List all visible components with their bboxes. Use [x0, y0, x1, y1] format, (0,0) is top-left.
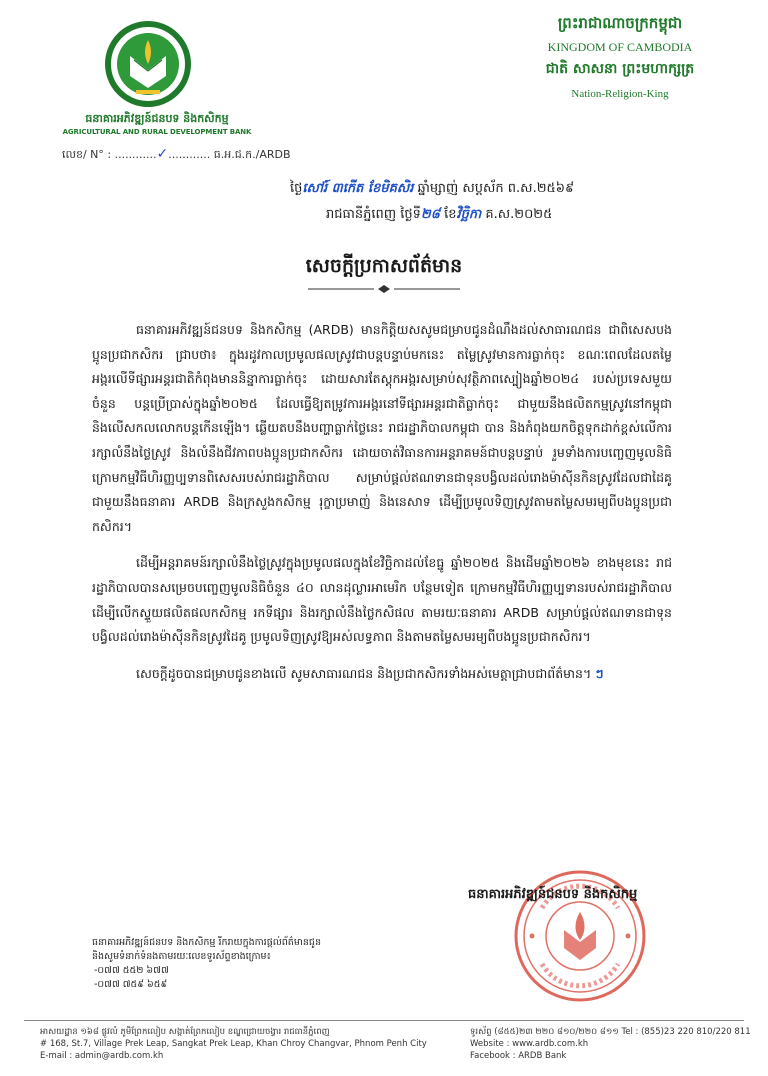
bank-name-en: AGRICULTURAL AND RURAL DEVELOPMENT BANK: [62, 128, 252, 136]
solar-date-year: គ.ស.២០២៥: [481, 207, 553, 222]
announcement-body: [92, 318, 672, 686]
paragraph-1: ធនាគារអភិវឌ្ឍន៍ជនបទ និងកសិកម្ម (ARDB) មានកិត្តិយសសូមជម្រាបជូនដំណឹងដល់សាធារណជន ជាពិសេសបងប្អូនប្រជាកសិករ ជ្រាបថា៖ ក្នុងរដូវកាលប្រមូលផលស្រូវជាបន្តបន្ទាប់មកនេះ តម្លៃស្រូវមានការធ្លាក់ចុះ ខណៈពេលដែលតម្លៃអង្ករលើទីផ្សារអន្តរជាតិកំពុងមាននិន្នាការធ្លាក់ចុះ ដោយសារតែស្តុកអង្ករសម្រាប់សុវត្ថិភាពស្បៀងឆ្នាំ២០២៤ របស់ប្រទេសមួយចំនួន បន្តប្រើប្រាស់ក្នុងឆ្នាំ២០២៥ ដែលធ្វើឱ្យតម្រូវការអង្ករនៅទីផ្សារអន្តរជាតិធ្លាក់ចុះ ជាមួយនឹងផលិតកម្មស្រូវនៅកម្ពុជា និងលើសកលលោកបន្តកើនឡើង។ ឆ្លើយតបនឹងបញ្ហាធ្លាក់ថ្លៃនេះ រាជរដ្ឋាភិបាលកម្ពុជា បាន និងកំពុងយកចិត្តទុកដាក់ខ្ពស់លើការរក្សាលំនឹងថ្លៃស្រូវ និងលំនឹងជីវភាពបងប្អូនប្រជាកសិករ ដោយចាត់វិធានការអន្តរាគមន៍ជាបន្តបន្ទាប់ រួមទាំងការបញ្ចេញមូលនិធិ ក្រោមកម្មវិធីហិរញ្ញប្បទានពិសេសរបស់រាជរដ្ឋាភិបាល សម្រាប់ផ្តល់ឥណទានជាទុនបង្វិលដល់រោងម៉ាស៊ីនកិនស្រូវដែលជាដៃគូជាមួយនឹងធនាគារ ARDB និងក្រសួងកសិកម្ម រុក្ខាប្រមាញ់ និងនេសាទ ដើម្បីប្រមូលទិញស្រូវតាមតម្លៃសមរម្យពីបងប្អូនប្រជាកសិករ។: [92, 322, 672, 534]
contact-line-1: ធនាគារអភិវឌ្ឍន៍ជនបទ និងកសិកម្ម រីករាយក្នុងការផ្តល់ព័ត៌មានជូន: [92, 937, 321, 948]
paragraph-3-text: សេចក្តីដូចបានជម្រាបជូនខាងលើ សូមសាធារណជន និងប្រជាកសិករទាំងអស់មេត្តាជ្រាបជាព័ត៌មាន។: [136, 665, 592, 681]
footer-address: [40, 1026, 427, 1062]
ref-prefix: លេខ/ N° :: [62, 148, 115, 161]
footer-website[interactable]: Website : www.ardb.com.kh: [470, 1039, 589, 1049]
signature-bank-name: ធនាគារអភិវឌ្ឍន៍ជនបទ និងកសិកម្ម: [468, 887, 638, 902]
solar-date-month: វិច្ឆិកា: [456, 207, 482, 222]
ref-dots: ............: [114, 148, 157, 161]
contact-phone-2: -០៧៧ ៧៥៩ ៦៥៩: [94, 979, 168, 990]
footer-contacts: [470, 1026, 751, 1062]
solar-date-line: [326, 206, 552, 225]
motto-en: Nation-Religion-King: [571, 88, 669, 100]
paragraph-3: [92, 662, 672, 687]
footer-telephone: ទូរស័ព្ទ (៨៥៥)២៣ ២២០ ៨១០/២២០ ៨១១ Tel : (855)23 220 810/220 811: [470, 1027, 751, 1037]
lunar-date-prefix: ថ្ងៃ: [290, 181, 303, 196]
contact-phone-1: -០៧៧ ៥៥២ ៦៧៧: [94, 965, 169, 976]
solar-date-month-label: ខែ: [439, 207, 457, 222]
footer-address-kh: អាសយដ្ឋាន ១៦៨ ផ្លូវលំ ភូមិព្រែកលៀប សង្កាត់ព្រែកលៀប ខណ្ឌជ្រោយចង្វារ រាជធានីភ្នំពេញ: [40, 1027, 330, 1037]
footer-divider: [24, 1020, 744, 1021]
lunar-date-suffix: ឆ្នាំម្សាញ់ សប្តស័ក ព.ស.២៥៦៩: [413, 181, 575, 196]
paragraph-2: ដើម្បីអន្តរាគមន៍រក្សាលំនឹងថ្លៃស្រូវក្នុងប្រមូលផលក្នុងខែវិច្ឆិកាដល់ខែធ្នូ ឆ្នាំ២០២៥ និងដើមឆ្នាំ២០២៦ ខាងមុខនេះ រាជរដ្ឋាភិបាលបានសម្រេចបញ្ចេញមូលនិធិចំនួន ៤០ លានដុល្លារអាមេរិក បន្ថែមទៀត ក្រោមកម្មវិធីហិរញ្ញប្បទានរបស់រាជរដ្ឋាភិបាល ដើម្បីលើកស្ទួយផលិតផលកសិកម្ម រកទីផ្សារ និងរក្សាលំនឹងថ្លៃកសិផល តាមរយៈធនាគារ ARDB សម្រាប់ផ្តល់ឥណទានជាទុនបង្វិលដល់រោងម៉ាស៊ីនកិនស្រូវដៃគូ ប្រមូលទិញស្រូវឱ្យអស់លទ្ធភាព និងតាមតម្លៃសមរម្យពីបងប្អូនប្រជាកសិករ។: [92, 555, 672, 645]
bank-name-kh: ធនាគារអភិវឌ្ឍន៍ជនបទ និងកសិកម្ម: [85, 112, 229, 125]
motto-kh: ជាតិ សាសនា ព្រះមហាក្សត្រ: [545, 61, 695, 77]
lunar-date-handwritten: សៅរ៍ ៣កើត ខែមិគសិរ: [302, 181, 414, 196]
footer-address-en: # 168, St.7, Village Prek Leap, Sangkat Prek Leap, Khan Chroy Changvar, Phnom Penh City: [40, 1039, 427, 1049]
contact-line-2: និងសូមទំនាក់ទំនងតាមរយៈលេខទូរស័ព្ទខាងក្រោម៖: [92, 951, 271, 962]
checkmark-icon: ✓: [156, 146, 169, 162]
handwritten-mark: ៗ: [595, 665, 604, 681]
ref-suffix: ធ.អ.ជ.ក./ARDB: [210, 148, 291, 161]
lunar-date-line: [290, 180, 574, 199]
title-ornament-icon: [304, 284, 464, 294]
ref-dots-2: ............: [168, 148, 211, 161]
footer-email[interactable]: E-mail : admin@ardb.com.kh: [40, 1051, 164, 1061]
kingdom-en: KINGDOM OF CAMBODIA: [547, 40, 693, 54]
kingdom-kh: ព្រះរាជាណាចក្រកម្ពុជា: [557, 14, 683, 32]
ardb-logo-icon: [104, 20, 192, 108]
footer-facebook[interactable]: Facebook : ARDB Bank: [470, 1051, 567, 1061]
kingdom-header: [520, 14, 720, 100]
solar-date-day: ២៨: [420, 207, 440, 222]
document-title: សេចក្តីប្រកាសព័ត៌មាន: [305, 255, 463, 277]
reference-number: [62, 146, 291, 164]
solar-date-prefix: រាជធានីភ្នំពេញ ថ្ងៃទី: [326, 207, 421, 222]
contact-info: [92, 936, 321, 992]
